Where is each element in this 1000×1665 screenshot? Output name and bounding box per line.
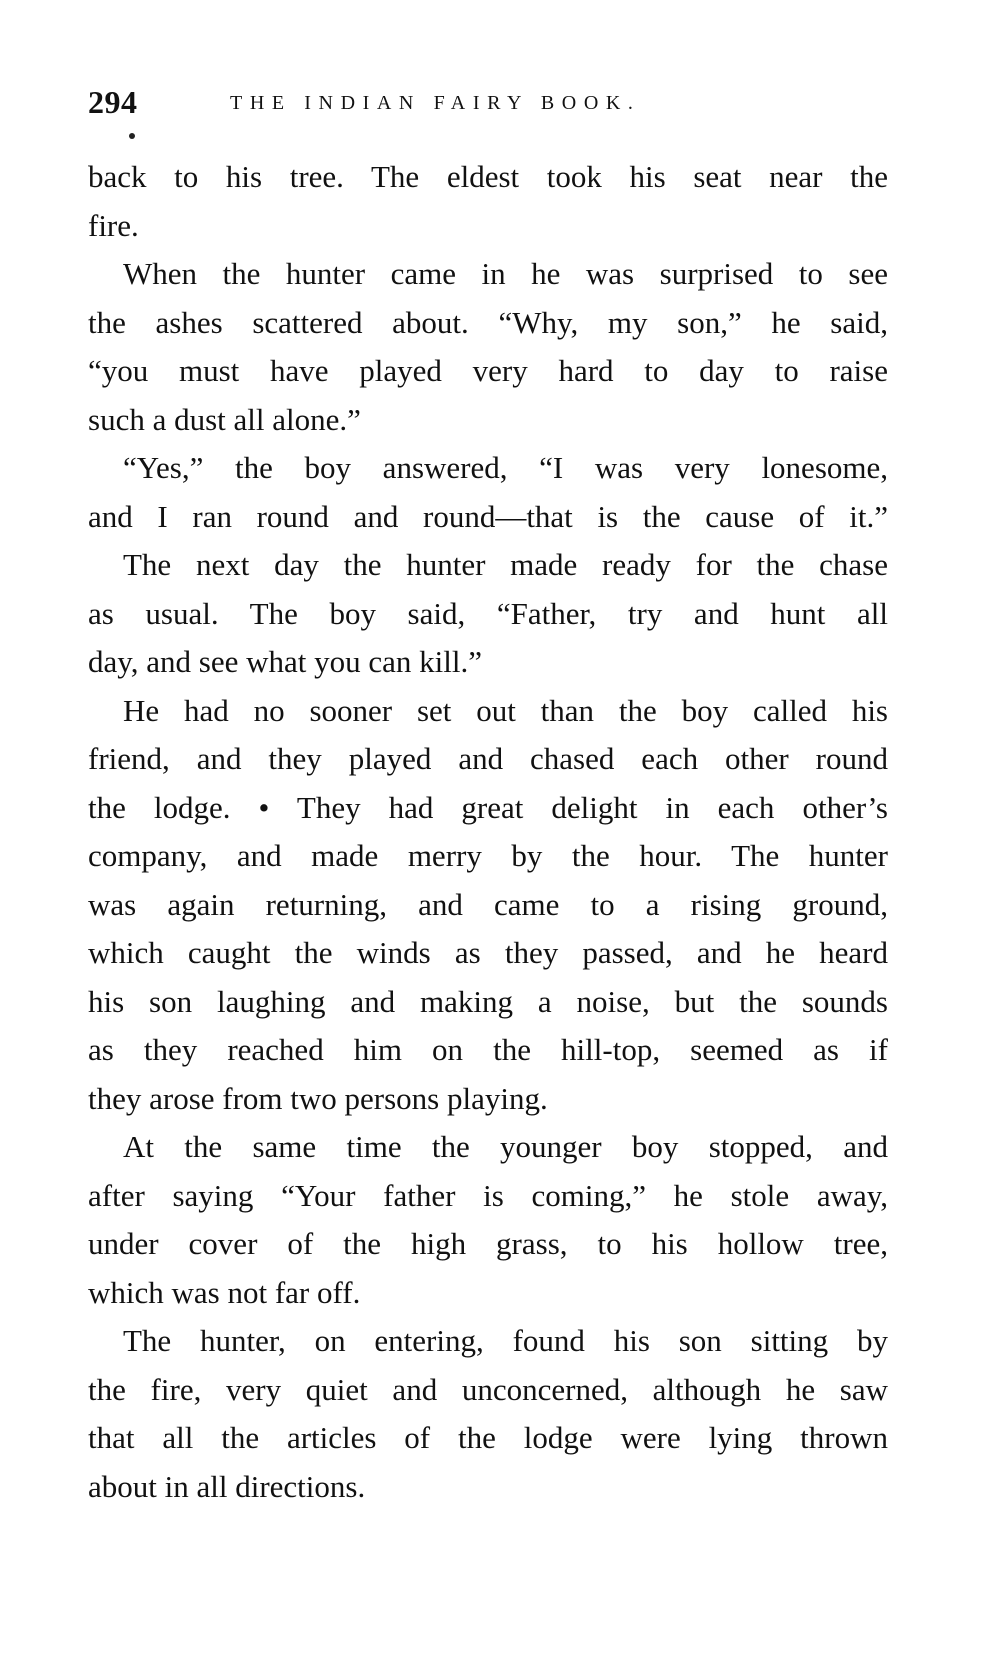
text-line: and I ran round and round—that is the cause of it.” [88, 498, 888, 534]
text-line: the lodge. • They had great delight in each other’s [88, 789, 888, 825]
page-edge-mark [981, 1652, 982, 1653]
text-line: The next day the hunter made ready for the chase [123, 547, 888, 582]
text-line: friend, and they played and chased each other round [88, 741, 888, 776]
text-line: that all the articles of the lodge were lying thrown [88, 1420, 888, 1455]
text-line: day, and see what you can kill.” [88, 644, 482, 679]
text-line: about in all directions. [88, 1468, 366, 1504]
text-line: “you must have played very hard to day to raise [88, 353, 888, 388]
text-line: He had no sooner set out than the boy called his [123, 692, 888, 728]
text-line: the fire, very quiet and unconcerned, although he saw [88, 1371, 888, 1407]
text-line: as usual. The boy said, “Father, try and hunt all [88, 595, 888, 631]
text-line: fire. [88, 207, 139, 243]
text-line: company, and made merry by the hour. The hunter [88, 838, 888, 873]
page-header [88, 84, 888, 124]
text-line: the ashes scattered about. “Why, my son,” he said, [88, 304, 888, 340]
text-line: after saying “Your father is coming,” he stole away, [88, 1177, 888, 1213]
text-line: back to his tree. The eldest took his seat near the [88, 159, 888, 194]
text-line: under cover of the high grass, to his hollow tree, [88, 1226, 888, 1261]
page-body-text [88, 153, 888, 1511]
text-line: which was not far off. [88, 1274, 361, 1310]
page-number: 294 [88, 84, 138, 120]
print-mark [129, 133, 135, 139]
text-line: When the hunter came in he was surprised to see [123, 256, 888, 291]
text-line: which caught the winds as they passed, and he heard [88, 935, 888, 970]
text-line: his son laughing and making a noise, but the sounds [88, 983, 888, 1019]
running-title: THE INDIAN FAIRY BOOK. [230, 92, 641, 114]
text-line: as they reached him on the hill-top, seemed as if [88, 1032, 888, 1067]
text-line: The hunter, on entering, found his son sitting by [123, 1323, 888, 1358]
text-line: was again returning, and came to a rising ground, [88, 886, 888, 922]
text-line: At the same time the younger boy stopped, and [123, 1129, 888, 1164]
text-line: they arose from two persons playing. [88, 1080, 548, 1116]
text-line: “Yes,” the boy answered, “I was very lonesome, [123, 450, 888, 485]
text-line: such a dust all alone.” [88, 401, 361, 437]
